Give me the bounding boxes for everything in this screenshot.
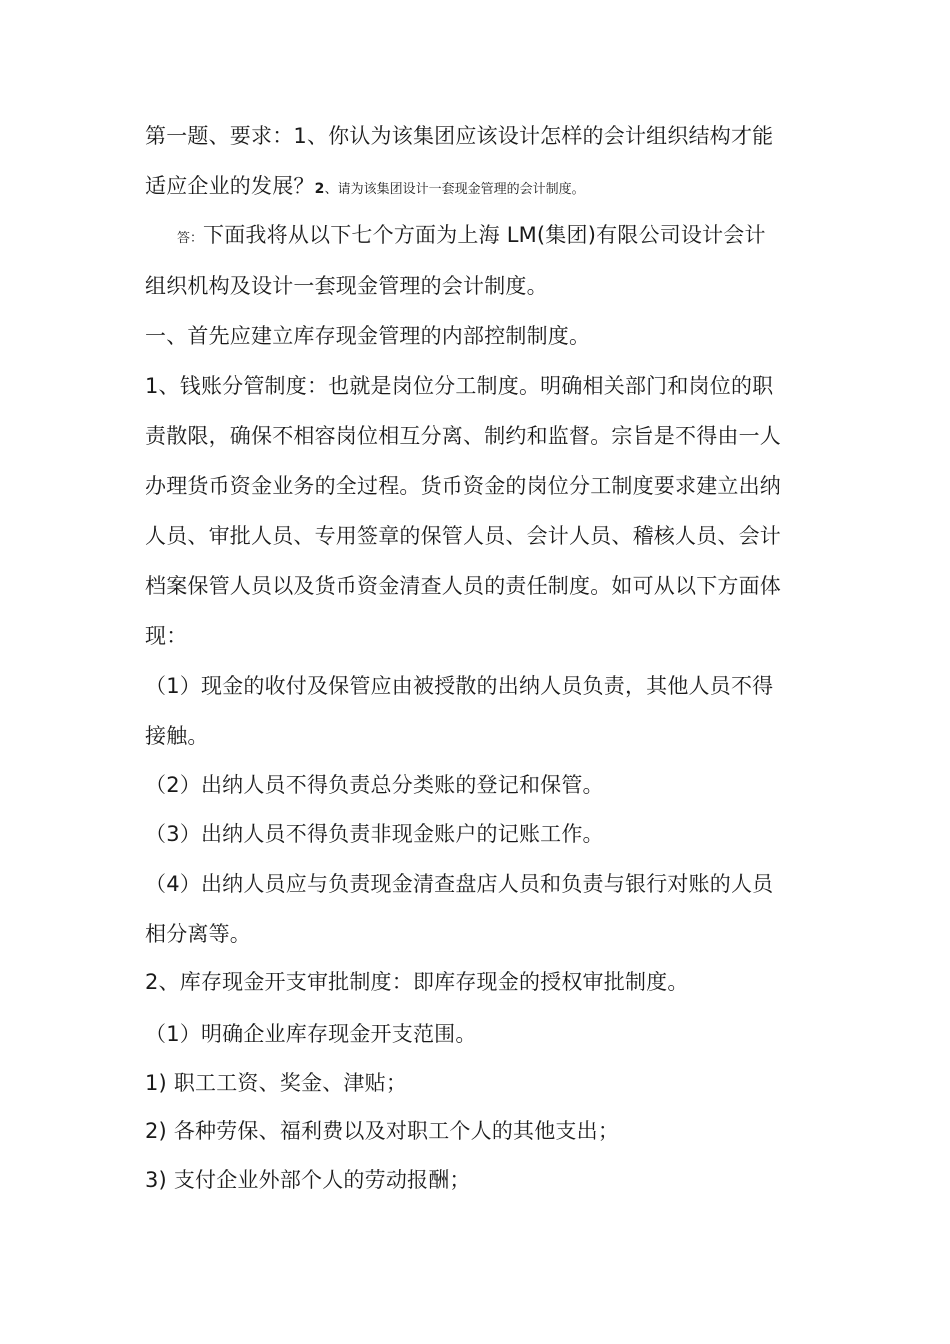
- paragraph-1-line-4: 人员、审批人员、专用签章的保管人员、会计人员、稽核人员、会计: [145, 524, 781, 548]
- section-2-title: 2、库存现金开支审批制度：即库存现金的授权审批制度。: [145, 970, 689, 994]
- paragraph-1-line-6: 现：: [145, 624, 188, 648]
- section-1-title: 一、首先应建立库存现金管理的内部控制制度。: [145, 324, 591, 348]
- list-item-1: 1) 职工工资、奖金、津贴；: [145, 1071, 408, 1095]
- item-1-line-1: （1）现金的收付及保管应由被授散的出纳人员负责，其他人员不得: [145, 674, 774, 698]
- paragraph-1-line-3: 办理货币资金业务的全过程。货币资金的岗位分工制度要求建立出纳: [145, 474, 781, 498]
- item-4-line-2: 相分离等。: [145, 922, 251, 946]
- answer-line-1-text: 下面我将从以下七个方面为上海 LM(集团)有限公司设计会计: [203, 223, 766, 247]
- question-line-2-small: 、请为该集团设计一套现金管理的会计制度。: [324, 182, 585, 197]
- sub-item-1: （1）明确企业库存现金开支范围。: [145, 1022, 477, 1046]
- paragraph-1-line-5: 档案保管人员以及货币资金清查人员的责任制度。如可从以下方面体: [145, 574, 781, 598]
- list-item-3: 3) 支付企业外部个人的劳动报酬；: [145, 1168, 471, 1192]
- question-number-2: 2: [314, 181, 325, 197]
- answer-line-1: [177, 222, 766, 252]
- item-2: （2）出纳人员不得负责总分类账的登记和保管。: [145, 773, 604, 797]
- paragraph-1-line-1: 1、钱账分管制度：也就是岗位分工制度。明确相关部门和岗位的职: [145, 374, 774, 398]
- item-1-line-2: 接触。: [145, 724, 209, 748]
- answer-line-2: 组织机构及设计一套现金管理的会计制度。: [145, 274, 548, 298]
- item-3: （3）出纳人员不得负责非现金账户的记账工作。: [145, 822, 604, 846]
- item-4-line-1: （4）出纳人员应与负责现金清查盘店人员和负责与银行对账的人员: [145, 872, 774, 896]
- question-line-2: [145, 173, 585, 203]
- question-line-1: 第一题、要求：1、你认为该集团应该设计怎样的会计组织结构才能: [145, 124, 774, 148]
- question-line-2-main: 适应企业的发展？: [145, 174, 315, 198]
- paragraph-1-line-2: 责散限，确保不相容岗位相互分离、制约和监督。宗旨是不得由一人: [145, 424, 781, 448]
- list-item-2: 2) 各种劳保、福利费以及对职工个人的其他支出；: [145, 1119, 620, 1143]
- answer-label: 答：: [177, 231, 204, 246]
